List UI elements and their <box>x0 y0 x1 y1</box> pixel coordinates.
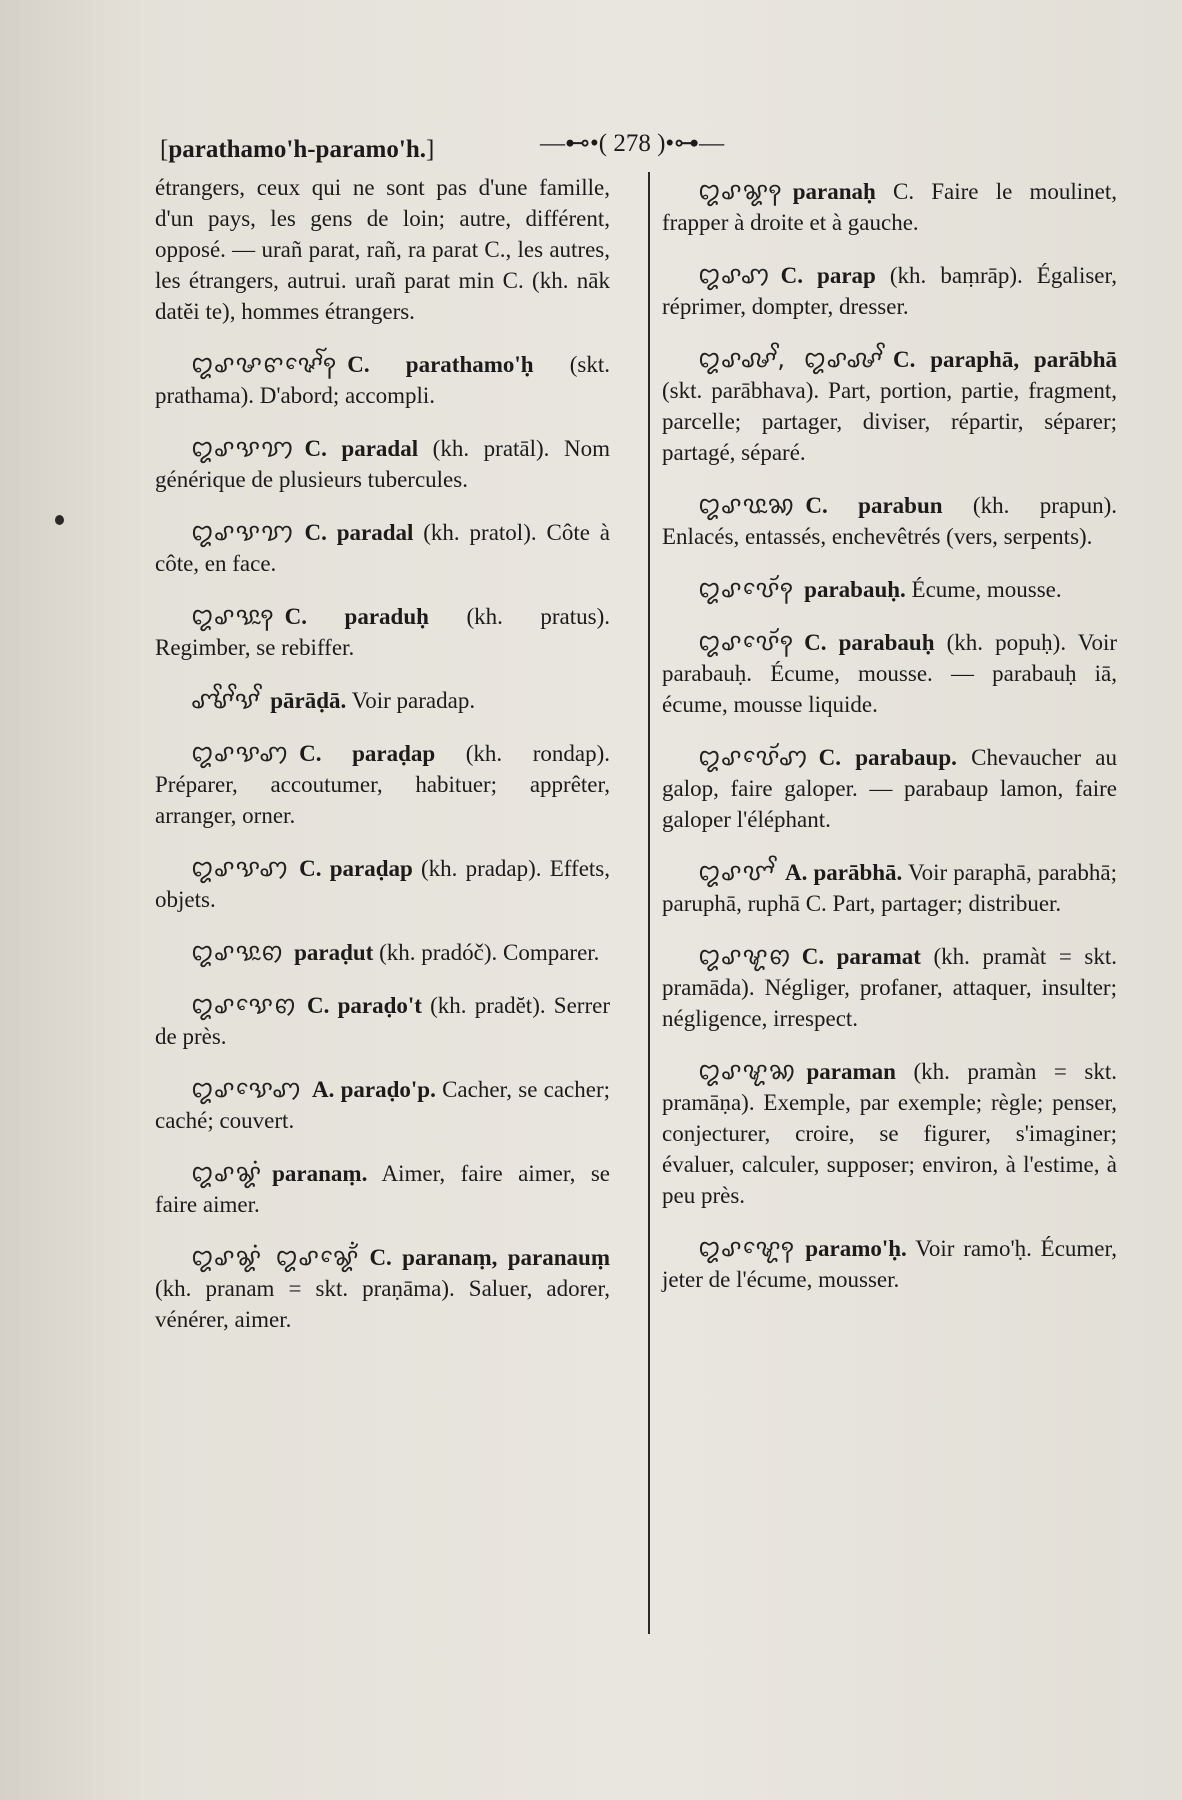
dictionary-entry <box>155 937 610 968</box>
dictionary-entry <box>662 627 1117 720</box>
definition: Aimer, faire aimer, se faire aimer. <box>155 1161 610 1217</box>
dictionary-entry <box>155 601 610 663</box>
cham-script-word: ꨁꨣꨝꨭꩆ <box>698 491 796 519</box>
headword: C. parabauḥ <box>804 630 935 655</box>
dictionary-entry <box>662 941 1117 1034</box>
cham-script-word: ꨁꨣꨠꨯꩍ <box>698 1234 796 1262</box>
cham-script-word: ꨁꨣꨝꨯꨮꩍ <box>698 628 795 656</box>
definition: Chevaucher au galop, faire galoper. — parabaup lamon, faire galoper l'éléphant. <box>662 745 1118 832</box>
dictionary-entry <box>662 1233 1117 1295</box>
headword: A. parābhā. <box>785 860 903 885</box>
definition: (kh. pramàt = skt. pramāda). Négliger, profaner, attaquer, insulter; négligence, irrespect. <box>662 944 1117 1031</box>
definition: (kh. baṃrāp). Égaliser, réprimer, dompter, dresser. <box>662 263 1117 319</box>
cham-script-word: ꨁꨣꨘꩌ <box>191 1159 263 1187</box>
headword: C. paradal <box>304 520 414 545</box>
definition: (kh. rondap). Préparer, accoutumer, habituer; apprêter, arranger, orner. <box>155 741 611 828</box>
headword: paranaḥ <box>792 179 876 204</box>
definition: Voir ramo'ḥ. Écumer, jeter de l'écume, mousser. <box>662 1236 1117 1292</box>
cham-script-word: ꨁꨣꨕꨯꩇ <box>191 1075 303 1103</box>
definition: (kh. prapun). Enlacés, entassés, enchevêtrés (vers, serpents). <box>662 493 1118 549</box>
headword: pārāḍā. <box>270 688 347 713</box>
right-column <box>662 176 1117 1317</box>
definition: (kh. popuḥ). Voir parabauḥ. Écume, mousse. — parabauḥ iā, écume, mousse liquide. <box>662 630 1117 717</box>
headword: paranaṃ. <box>272 1161 368 1186</box>
cham-script-word: ꨁꨣꨕꩈ <box>191 518 295 546</box>
dictionary-entry <box>155 990 610 1052</box>
entry-continuation: étrangers, ceux qui ne sont pas d'une famille, d'un pays, les gens de loin; autre, différent, opposé. — urañ parat, rañ, ra parat C., les autres, les étrangers, autrui. urañ parat min C. (kh. nāk datĕi te), hommes étrangers. <box>155 175 610 324</box>
dictionary-entry <box>155 349 610 411</box>
headword: C. paraduḥ <box>284 604 429 629</box>
cham-script-word: ꨁꨣꨝꨯꨮꩇ <box>698 743 809 771</box>
cham-script-word: ꨁꨣꨕꩈ <box>191 434 295 462</box>
definition: (kh. pradóč). Comparer. <box>373 940 600 965</box>
cham-script-word: ꨁꨣꨕꨭꩅ <box>191 938 285 966</box>
page-number: —⊷•( 278 )•⊶— <box>540 130 725 157</box>
cham-script-word: ꨁꨣꩇ <box>698 261 771 289</box>
cham-script-word: ꨁꨣꨜꨩ, ꨁꨣꨜꨩ <box>698 345 884 373</box>
definition: (kh. pramàn = skt. pramāṇa). Exemple, par exemple; règle; penser, conjecturer, croire, se figurer, s'imaginer; évaluer, calculer, supposer; environ, à l'estime, à peu près. <box>662 1059 1117 1208</box>
headword: C. paranaṃ, paranauṃ <box>369 1245 610 1270</box>
dictionary-entry <box>155 1242 610 1335</box>
dictionary-entry <box>662 344 1117 468</box>
dictionary-entry <box>662 490 1117 552</box>
definition: (kh. pratāl). Nom générique de plusieurs tubercules. <box>155 436 610 492</box>
definition: C. Faire le moulinet, frapper à droite et à gauche. <box>662 179 1117 235</box>
headword: C. parabun <box>805 493 943 518</box>
headword: C. paraḍap <box>299 741 436 766</box>
cham-script-word: ꨁꨣꨠꩅ <box>698 942 792 970</box>
cham-script-word: ꨁꨣꨝꨯꨮꩍ <box>698 575 795 603</box>
dictionary-entry <box>155 433 610 495</box>
dictionary-entry <box>662 176 1117 238</box>
headword: C. parap <box>780 263 876 288</box>
dictionary-entry <box>155 517 610 579</box>
open-bracket: [ <box>160 136 169 163</box>
cham-script-word: ꨁꨣꨘꩍ <box>698 177 783 205</box>
headword: paraman <box>806 1059 896 1084</box>
definition: Écume, mousse. <box>905 577 1062 602</box>
headword: C. paraḍap <box>299 856 413 881</box>
dictionary-entry <box>662 742 1117 835</box>
dictionary-entry <box>662 574 1117 605</box>
dictionary-entry <box>155 1158 610 1220</box>
headword: C. paradal <box>304 436 419 461</box>
headword: C. parabaup. <box>818 745 957 770</box>
left-column <box>155 172 610 1357</box>
headword: paraḍut <box>294 940 374 965</box>
running-head <box>160 136 434 164</box>
cham-script-word: ꨚꨩꨣꨩꨕꨩ <box>191 686 261 714</box>
dictionary-entry <box>662 857 1117 919</box>
dictionary-entry <box>155 738 610 831</box>
definition: (kh. pranam = skt. praṇāma). Saluer, adorer, vénérer, aimer. <box>155 1276 610 1332</box>
cham-script-word: ꨁꨣꨕꩇ <box>191 739 290 767</box>
definition: (kh. pratus). Regimber, se rebiffer. <box>155 604 611 660</box>
running-head-text: parathamo'h-paramo'h. <box>168 136 426 163</box>
margin-dot <box>55 515 64 525</box>
definition: (skt. prathama). D'abord; accompli. <box>155 352 611 408</box>
headword: A. paraḍo'p. <box>312 1077 436 1102</box>
cham-script-word: ꨁꨣꨠꩆ <box>698 1057 797 1085</box>
cham-script-word: ꨁꨣꨞꨩ <box>698 858 776 886</box>
definition: (skt. parābhava). Part, portion, partie, fragment, parcelle; partager, diviser, répartir, séparer; partagé, séparé. <box>662 378 1117 465</box>
definition: Cacher, se cacher; caché; couvert. <box>155 1077 611 1133</box>
dictionary-entry <box>155 1074 610 1136</box>
definition: Voir paradap. <box>346 688 476 713</box>
column-rule <box>648 172 650 1634</box>
headword: C. paraḍo't <box>307 993 422 1018</box>
cham-script-word: ꨁꨣꨘꩌ ꨁꨣꨘꨯꨮꩌ <box>191 1243 360 1271</box>
definition: (kh. pratol). Côte à côte, en face. <box>155 520 610 576</box>
dictionary-entry <box>662 1056 1117 1211</box>
definition: (kh. pradap). Effets, objets. <box>155 856 610 912</box>
headword: C. paraphā, parābhā <box>893 347 1117 372</box>
headword: paramo'ḥ. <box>805 1236 907 1261</box>
definition: (kh. pradĕt). Serrer de près. <box>155 993 610 1049</box>
dictionary-entry <box>155 685 610 716</box>
cham-script-word: ꨁꨣꨔꨓꨟꨯꨱꩍ <box>191 350 338 378</box>
dictionary-entry <box>662 260 1117 322</box>
close-bracket: ] <box>425 136 435 163</box>
definition: Voir paraphā, parabhā; paruphā, ruphā C. Part, partager; distribuer. <box>662 860 1117 916</box>
headword: C. parathamo'ḥ <box>347 352 534 377</box>
cham-script-word: ꨁꨣꨕꨭꩍ <box>191 602 275 630</box>
cham-script-word: ꨁꨣꨕꨯꩅ <box>191 991 297 1019</box>
headword: C. paramat <box>801 944 921 969</box>
page-header <box>160 128 1100 168</box>
dictionary-entry <box>155 853 610 915</box>
cham-script-word: ꨁꨣꨕꩇ <box>191 854 290 882</box>
headword: parabauḥ. <box>804 577 906 602</box>
